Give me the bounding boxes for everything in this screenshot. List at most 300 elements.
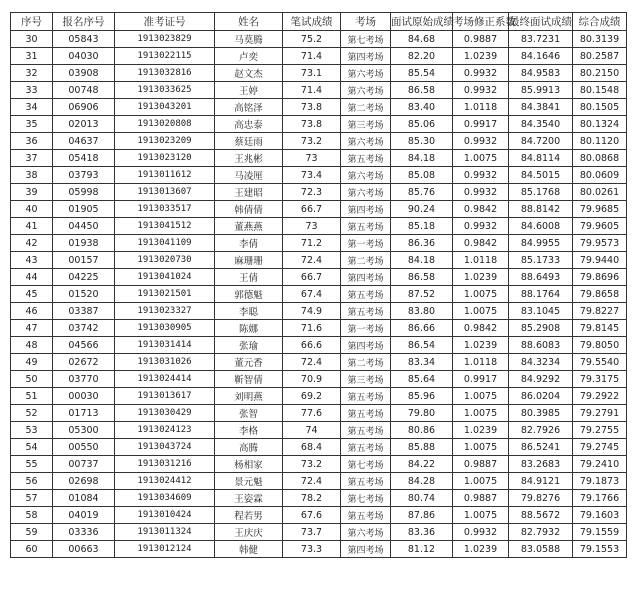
cell-exam-room: 第四考场 <box>341 541 391 558</box>
cell-registration-no: 01905 <box>53 201 115 218</box>
cell-ticket-no: 1913023829 <box>115 31 215 48</box>
table-row <box>11 490 627 507</box>
cell-raw-interview: 84.18 <box>391 252 453 269</box>
cell-ticket-no: 1913041109 <box>115 235 215 252</box>
cell-total-score: 80.1548 <box>573 82 627 99</box>
cell-total-score: 79.2745 <box>573 439 627 456</box>
cell-total-score: 80.2587 <box>573 48 627 65</box>
cell-index: 60 <box>11 541 53 558</box>
cell-ticket-no: 1913023209 <box>115 133 215 150</box>
table-row <box>11 65 627 82</box>
cell-raw-interview: 85.30 <box>391 133 453 150</box>
cell-ticket-no: 1913033517 <box>115 201 215 218</box>
cell-final-interview: 82.7926 <box>509 422 573 439</box>
table-row <box>11 456 627 473</box>
table-row <box>11 184 627 201</box>
cell-exam-room: 第六考场 <box>341 184 391 201</box>
cell-room-coefficient: 0.9917 <box>453 116 509 133</box>
cell-name: 靳智倩 <box>215 371 283 388</box>
cell-room-coefficient: 0.9887 <box>453 490 509 507</box>
cell-written-score: 78.2 <box>283 490 341 507</box>
table-row <box>11 303 627 320</box>
cell-room-coefficient: 0.9932 <box>453 524 509 541</box>
cell-final-interview: 85.1768 <box>509 184 573 201</box>
cell-ticket-no: 1913031414 <box>115 337 215 354</box>
cell-raw-interview: 86.58 <box>391 269 453 286</box>
cell-total-score: 80.3139 <box>573 31 627 48</box>
cell-registration-no: 02672 <box>53 354 115 371</box>
cell-exam-room: 第二考场 <box>341 252 391 269</box>
cell-exam-room: 第六考场 <box>341 524 391 541</box>
cell-final-interview: 85.1733 <box>509 252 573 269</box>
cell-exam-room: 第五考场 <box>341 218 391 235</box>
cell-final-interview: 79.8276 <box>509 490 573 507</box>
cell-room-coefficient: 1.0118 <box>453 354 509 371</box>
cell-name: 高忠泰 <box>215 116 283 133</box>
cell-raw-interview: 85.18 <box>391 218 453 235</box>
cell-raw-interview: 86.54 <box>391 337 453 354</box>
cell-total-score: 80.1324 <box>573 116 627 133</box>
cell-written-score: 73.8 <box>283 99 341 116</box>
cell-written-score: 71.2 <box>283 235 341 252</box>
cell-raw-interview: 87.52 <box>391 286 453 303</box>
cell-ticket-no: 1913034609 <box>115 490 215 507</box>
cell-raw-interview: 85.64 <box>391 371 453 388</box>
cell-room-coefficient: 0.9842 <box>453 201 509 218</box>
cell-ticket-no: 1913022115 <box>115 48 215 65</box>
cell-written-score: 77.6 <box>283 405 341 422</box>
cell-written-score: 66.7 <box>283 201 341 218</box>
table-row <box>11 473 627 490</box>
cell-raw-interview: 84.18 <box>391 150 453 167</box>
cell-total-score: 80.1120 <box>573 133 627 150</box>
cell-registration-no: 00737 <box>53 456 115 473</box>
table-row <box>11 541 627 558</box>
cell-written-score: 71.4 <box>283 48 341 65</box>
cell-room-coefficient: 1.0075 <box>453 388 509 405</box>
cell-total-score: 80.2150 <box>573 65 627 82</box>
cell-registration-no: 00030 <box>53 388 115 405</box>
cell-index: 37 <box>11 150 53 167</box>
cell-registration-no: 01084 <box>53 490 115 507</box>
cell-written-score: 72.3 <box>283 184 341 201</box>
cell-exam-room: 第六考场 <box>341 133 391 150</box>
cell-final-interview: 88.6083 <box>509 337 573 354</box>
cell-room-coefficient: 0.9932 <box>453 218 509 235</box>
cell-index: 35 <box>11 116 53 133</box>
cell-room-coefficient: 1.0239 <box>453 269 509 286</box>
cell-exam-room: 第六考场 <box>341 82 391 99</box>
cell-name: 董元香 <box>215 354 283 371</box>
cell-total-score: 79.2410 <box>573 456 627 473</box>
cell-name: 高铭泽 <box>215 99 283 116</box>
cell-exam-room: 第三考场 <box>341 116 391 133</box>
cell-room-coefficient: 1.0075 <box>453 286 509 303</box>
cell-written-score: 68.4 <box>283 439 341 456</box>
cell-ticket-no: 1913024412 <box>115 473 215 490</box>
header-cell-name: 姓名 <box>215 13 283 31</box>
cell-ticket-no: 1913023327 <box>115 303 215 320</box>
cell-total-score: 79.8658 <box>573 286 627 303</box>
cell-ticket-no: 1913043724 <box>115 439 215 456</box>
cell-written-score: 73.2 <box>283 133 341 150</box>
cell-exam-room: 第七考场 <box>341 456 391 473</box>
cell-final-interview: 83.0588 <box>509 541 573 558</box>
cell-registration-no: 04030 <box>53 48 115 65</box>
header-cell-total-score: 综合成绩 <box>573 13 627 31</box>
cell-index: 54 <box>11 439 53 456</box>
cell-written-score: 72.4 <box>283 252 341 269</box>
cell-name: 高腾 <box>215 439 283 456</box>
cell-ticket-no: 1913020808 <box>115 116 215 133</box>
cell-room-coefficient: 1.0239 <box>453 541 509 558</box>
cell-written-score: 70.9 <box>283 371 341 388</box>
cell-registration-no: 00157 <box>53 252 115 269</box>
cell-ticket-no: 1913031216 <box>115 456 215 473</box>
cell-index: 57 <box>11 490 53 507</box>
cell-ticket-no: 1913013617 <box>115 388 215 405</box>
cell-final-interview: 84.3234 <box>509 354 573 371</box>
cell-written-score: 73.2 <box>283 456 341 473</box>
cell-room-coefficient: 1.0075 <box>453 150 509 167</box>
cell-written-score: 67.4 <box>283 286 341 303</box>
cell-final-interview: 86.5241 <box>509 439 573 456</box>
cell-index: 53 <box>11 422 53 439</box>
cell-final-interview: 88.5672 <box>509 507 573 524</box>
cell-registration-no: 03908 <box>53 65 115 82</box>
cell-exam-room: 第六考场 <box>341 167 391 184</box>
table-row <box>11 337 627 354</box>
cell-registration-no: 03742 <box>53 320 115 337</box>
cell-ticket-no: 1913043201 <box>115 99 215 116</box>
cell-final-interview: 83.7231 <box>509 31 573 48</box>
cell-registration-no: 05843 <box>53 31 115 48</box>
table-row <box>11 150 627 167</box>
cell-raw-interview: 80.74 <box>391 490 453 507</box>
cell-raw-interview: 83.34 <box>391 354 453 371</box>
cell-final-interview: 84.6008 <box>509 218 573 235</box>
table-row <box>11 286 627 303</box>
cell-registration-no: 03770 <box>53 371 115 388</box>
cell-index: 51 <box>11 388 53 405</box>
cell-exam-room: 第二考场 <box>341 99 391 116</box>
cell-exam-room: 第二考场 <box>341 354 391 371</box>
cell-total-score: 79.8145 <box>573 320 627 337</box>
cell-final-interview: 84.3841 <box>509 99 573 116</box>
cell-written-score: 74 <box>283 422 341 439</box>
table-row <box>11 422 627 439</box>
cell-total-score: 79.9573 <box>573 235 627 252</box>
cell-ticket-no: 1913011324 <box>115 524 215 541</box>
cell-room-coefficient: 0.9932 <box>453 184 509 201</box>
cell-raw-interview: 90.24 <box>391 201 453 218</box>
cell-ticket-no: 1913031026 <box>115 354 215 371</box>
cell-registration-no: 05998 <box>53 184 115 201</box>
cell-room-coefficient: 1.0075 <box>453 405 509 422</box>
cell-name: 蔡廷雨 <box>215 133 283 150</box>
cell-index: 52 <box>11 405 53 422</box>
cell-room-coefficient: 0.9932 <box>453 82 509 99</box>
cell-room-coefficient: 1.0075 <box>453 473 509 490</box>
cell-name: 杨相家 <box>215 456 283 473</box>
cell-final-interview: 86.0204 <box>509 388 573 405</box>
cell-registration-no: 04450 <box>53 218 115 235</box>
cell-registration-no: 04566 <box>53 337 115 354</box>
cell-final-interview: 84.9121 <box>509 473 573 490</box>
cell-registration-no: 05300 <box>53 422 115 439</box>
cell-name: 王倩 <box>215 269 283 286</box>
cell-exam-room: 第四考场 <box>341 48 391 65</box>
cell-name: 陈娜 <box>215 320 283 337</box>
table-row <box>11 269 627 286</box>
cell-registration-no: 00550 <box>53 439 115 456</box>
cell-name: 李聪 <box>215 303 283 320</box>
cell-index: 45 <box>11 286 53 303</box>
cell-total-score: 79.9605 <box>573 218 627 235</box>
cell-total-score: 80.0261 <box>573 184 627 201</box>
cell-name: 郭德魁 <box>215 286 283 303</box>
cell-name: 程若男 <box>215 507 283 524</box>
cell-room-coefficient: 1.0075 <box>453 507 509 524</box>
cell-room-coefficient: 1.0075 <box>453 439 509 456</box>
cell-written-score: 72.4 <box>283 354 341 371</box>
cell-index: 33 <box>11 82 53 99</box>
cell-exam-room: 第五考场 <box>341 439 391 456</box>
cell-name: 李格 <box>215 422 283 439</box>
cell-registration-no: 01938 <box>53 235 115 252</box>
cell-name: 张瑜 <box>215 337 283 354</box>
cell-registration-no: 04637 <box>53 133 115 150</box>
cell-name: 李倩 <box>215 235 283 252</box>
table-row <box>11 252 627 269</box>
cell-index: 36 <box>11 133 53 150</box>
table-row <box>11 371 627 388</box>
cell-final-interview: 84.3540 <box>509 116 573 133</box>
cell-raw-interview: 86.36 <box>391 235 453 252</box>
cell-ticket-no: 1913041512 <box>115 218 215 235</box>
cell-registration-no: 06906 <box>53 99 115 116</box>
cell-final-interview: 85.9913 <box>509 82 573 99</box>
cell-total-score: 79.8050 <box>573 337 627 354</box>
cell-room-coefficient: 0.9887 <box>453 456 509 473</box>
cell-room-coefficient: 1.0239 <box>453 48 509 65</box>
cell-written-score: 73.3 <box>283 541 341 558</box>
cell-raw-interview: 86.58 <box>391 82 453 99</box>
cell-raw-interview: 85.88 <box>391 439 453 456</box>
cell-name: 王兆彬 <box>215 150 283 167</box>
cell-index: 59 <box>11 524 53 541</box>
cell-room-coefficient: 0.9932 <box>453 167 509 184</box>
cell-index: 50 <box>11 371 53 388</box>
table-row <box>11 167 627 184</box>
cell-index: 30 <box>11 31 53 48</box>
cell-total-score: 80.0609 <box>573 167 627 184</box>
cell-index: 39 <box>11 184 53 201</box>
cell-ticket-no: 1913030905 <box>115 320 215 337</box>
cell-registration-no: 02698 <box>53 473 115 490</box>
cell-final-interview: 84.9292 <box>509 371 573 388</box>
cell-raw-interview: 84.28 <box>391 473 453 490</box>
cell-raw-interview: 84.68 <box>391 31 453 48</box>
cell-total-score: 79.1873 <box>573 473 627 490</box>
cell-final-interview: 83.1045 <box>509 303 573 320</box>
cell-exam-room: 第一考场 <box>341 235 391 252</box>
cell-index: 42 <box>11 235 53 252</box>
cell-name: 董燕燕 <box>215 218 283 235</box>
cell-total-score: 79.1766 <box>573 490 627 507</box>
cell-name: 卢奕 <box>215 48 283 65</box>
cell-index: 49 <box>11 354 53 371</box>
cell-raw-interview: 80.86 <box>391 422 453 439</box>
cell-name: 麻珊珊 <box>215 252 283 269</box>
cell-final-interview: 84.9955 <box>509 235 573 252</box>
cell-raw-interview: 85.96 <box>391 388 453 405</box>
cell-name: 韩倩倩 <box>215 201 283 218</box>
cell-raw-interview: 85.54 <box>391 65 453 82</box>
cell-final-interview: 84.7200 <box>509 133 573 150</box>
cell-name: 王婷 <box>215 82 283 99</box>
cell-registration-no: 01713 <box>53 405 115 422</box>
cell-written-score: 73 <box>283 150 341 167</box>
cell-total-score: 79.2755 <box>573 422 627 439</box>
cell-exam-room: 第七考场 <box>341 490 391 507</box>
cell-name: 马莫腾 <box>215 31 283 48</box>
table-row <box>11 320 627 337</box>
header-cell-final-interview: 最终面试成绩 <box>509 13 573 31</box>
cell-raw-interview: 85.76 <box>391 184 453 201</box>
cell-ticket-no: 1913024414 <box>115 371 215 388</box>
table-row <box>11 201 627 218</box>
cell-exam-room: 第六考场 <box>341 65 391 82</box>
cell-index: 34 <box>11 99 53 116</box>
table-row <box>11 48 627 65</box>
cell-written-score: 73 <box>283 218 341 235</box>
cell-ticket-no: 1913024123 <box>115 422 215 439</box>
cell-raw-interview: 82.20 <box>391 48 453 65</box>
table-row <box>11 116 627 133</box>
cell-exam-room: 第五考场 <box>341 303 391 320</box>
results-table <box>10 12 627 558</box>
cell-written-score: 67.6 <box>283 507 341 524</box>
header-cell-index: 序号 <box>11 13 53 31</box>
cell-room-coefficient: 0.9917 <box>453 371 509 388</box>
cell-total-score: 79.1603 <box>573 507 627 524</box>
table-row <box>11 439 627 456</box>
cell-written-score: 71.6 <box>283 320 341 337</box>
cell-registration-no: 03387 <box>53 303 115 320</box>
cell-room-coefficient: 0.9842 <box>453 235 509 252</box>
cell-ticket-no: 1913030429 <box>115 405 215 422</box>
table-row <box>11 507 627 524</box>
cell-ticket-no: 1913011612 <box>115 167 215 184</box>
cell-exam-room: 第四考场 <box>341 337 391 354</box>
cell-total-score: 79.9440 <box>573 252 627 269</box>
cell-exam-room: 第五考场 <box>341 150 391 167</box>
cell-written-score: 71.4 <box>283 82 341 99</box>
cell-room-coefficient: 1.0239 <box>453 337 509 354</box>
cell-ticket-no: 1913023120 <box>115 150 215 167</box>
cell-raw-interview: 81.12 <box>391 541 453 558</box>
cell-index: 41 <box>11 218 53 235</box>
cell-index: 46 <box>11 303 53 320</box>
cell-total-score: 79.8227 <box>573 303 627 320</box>
cell-raw-interview: 83.36 <box>391 524 453 541</box>
cell-final-interview: 84.9583 <box>509 65 573 82</box>
cell-total-score: 80.1505 <box>573 99 627 116</box>
table-row <box>11 82 627 99</box>
cell-name: 马凌厘 <box>215 167 283 184</box>
cell-index: 44 <box>11 269 53 286</box>
cell-registration-no: 00663 <box>53 541 115 558</box>
score-sheet <box>10 12 626 558</box>
cell-ticket-no: 1913013607 <box>115 184 215 201</box>
cell-ticket-no: 1913010424 <box>115 507 215 524</box>
cell-total-score: 79.3175 <box>573 371 627 388</box>
cell-room-coefficient: 1.0118 <box>453 252 509 269</box>
cell-raw-interview: 85.08 <box>391 167 453 184</box>
cell-name: 赵文杰 <box>215 65 283 82</box>
cell-registration-no: 04225 <box>53 269 115 286</box>
table-row <box>11 133 627 150</box>
cell-index: 47 <box>11 320 53 337</box>
cell-index: 31 <box>11 48 53 65</box>
cell-written-score: 75.2 <box>283 31 341 48</box>
cell-total-score: 79.8696 <box>573 269 627 286</box>
cell-name: 景元魁 <box>215 473 283 490</box>
cell-exam-room: 第四考场 <box>341 269 391 286</box>
cell-final-interview: 88.6493 <box>509 269 573 286</box>
cell-registration-no: 04019 <box>53 507 115 524</box>
cell-name: 刘明燕 <box>215 388 283 405</box>
cell-final-interview: 88.1764 <box>509 286 573 303</box>
cell-index: 32 <box>11 65 53 82</box>
table-row <box>11 218 627 235</box>
cell-index: 38 <box>11 167 53 184</box>
table-row <box>11 524 627 541</box>
table-body <box>11 31 627 558</box>
cell-name: 王庆庆 <box>215 524 283 541</box>
table-row <box>11 31 627 48</box>
cell-registration-no: 01520 <box>53 286 115 303</box>
cell-written-score: 73.4 <box>283 167 341 184</box>
cell-final-interview: 84.5015 <box>509 167 573 184</box>
cell-room-coefficient: 1.0075 <box>453 303 509 320</box>
cell-ticket-no: 1913021501 <box>115 286 215 303</box>
cell-written-score: 66.6 <box>283 337 341 354</box>
header-cell-registration-no: 报名序号 <box>53 13 115 31</box>
cell-room-coefficient: 0.9932 <box>453 133 509 150</box>
cell-registration-no: 00748 <box>53 82 115 99</box>
cell-index: 58 <box>11 507 53 524</box>
cell-index: 56 <box>11 473 53 490</box>
cell-raw-interview: 87.86 <box>391 507 453 524</box>
cell-index: 55 <box>11 456 53 473</box>
cell-name: 王建昭 <box>215 184 283 201</box>
header-cell-ticket-no: 准考证号 <box>115 13 215 31</box>
cell-written-score: 69.2 <box>283 388 341 405</box>
cell-final-interview: 84.1646 <box>509 48 573 65</box>
table-row <box>11 388 627 405</box>
cell-room-coefficient: 1.0118 <box>453 99 509 116</box>
cell-total-score: 79.1553 <box>573 541 627 558</box>
cell-name: 韩健 <box>215 541 283 558</box>
header-cell-room-coefficient: 考场修正系数 <box>453 13 509 31</box>
cell-raw-interview: 79.80 <box>391 405 453 422</box>
cell-ticket-no: 1913020730 <box>115 252 215 269</box>
cell-exam-room: 第五考场 <box>341 286 391 303</box>
cell-raw-interview: 83.80 <box>391 303 453 320</box>
cell-registration-no: 02013 <box>53 116 115 133</box>
